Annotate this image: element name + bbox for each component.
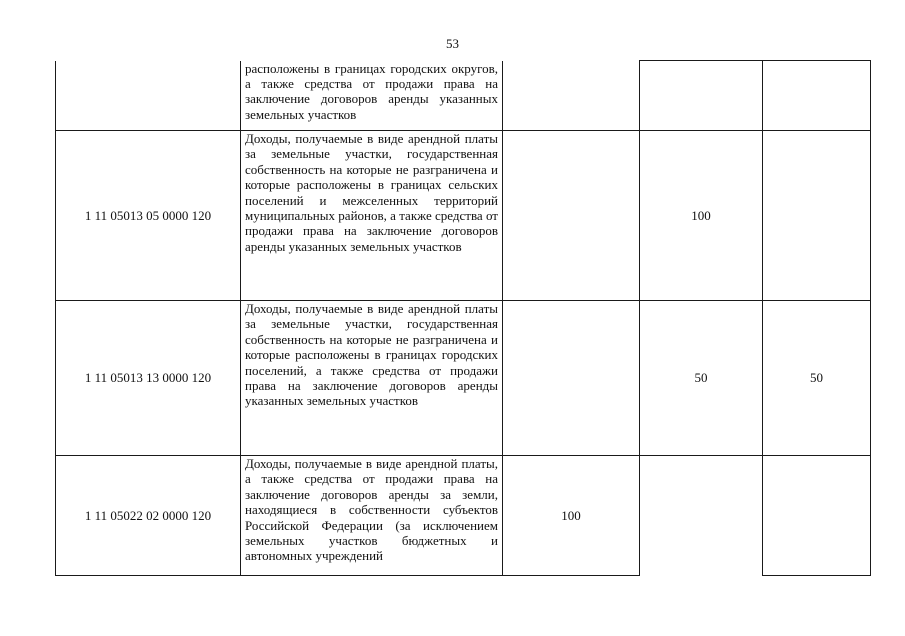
value-2-cell	[640, 61, 763, 131]
revenue-description-cell: расположены в границах городских округов, а также средства от продажи права на заключение договоров аренды указанных земельных участков	[241, 61, 503, 131]
table-row	[56, 456, 871, 576]
table-row	[56, 131, 871, 301]
revenue-table	[55, 60, 871, 576]
revenue-description-cell: Доходы, получаемые в виде арендной платы, а также средства от продажи права на заключение договоров аренды за земли, находящиеся в собственности субъектов Российской Федерации (за исключением земельных участков бюджетных и автономных учреждений	[241, 456, 503, 576]
table-row	[56, 61, 871, 131]
value-3-cell	[763, 456, 871, 576]
revenue-description-cell: Доходы, получаемые в виде арендной платы за земельные участки, государственная собственность на которые не разграничена и которые расположены в границах городских поселений, а также средства от продажи права на заключение договоров аренды указанных земельных участков	[241, 301, 503, 456]
value-2-cell	[640, 456, 763, 576]
revenue-code-cell: 1 11 05013 05 0000 120	[56, 131, 241, 301]
revenue-code-cell	[56, 61, 241, 131]
value-3-cell: 50	[763, 301, 871, 456]
page-number: 53	[446, 36, 459, 51]
value-1-cell	[503, 61, 640, 131]
value-2-cell: 100	[640, 131, 763, 301]
revenue-code-cell: 1 11 05022 02 0000 120	[56, 456, 241, 576]
value-3-cell	[763, 61, 871, 131]
value-2-cell: 50	[640, 301, 763, 456]
table-row	[56, 301, 871, 456]
revenue-description-cell: Доходы, получаемые в виде арендной платы за земельные участки, государственная собственность на которые не разграничена и которые расположены в границах сельских поселений и межселенных территорий муниципальных районов, а также средства от продажи права на заключение договоров аренды указанных земельных участков	[241, 131, 503, 301]
value-1-cell	[503, 131, 640, 301]
value-3-cell	[763, 131, 871, 301]
value-1-cell: 100	[503, 456, 640, 576]
value-1-cell	[503, 301, 640, 456]
revenue-code-cell: 1 11 05013 13 0000 120	[56, 301, 241, 456]
